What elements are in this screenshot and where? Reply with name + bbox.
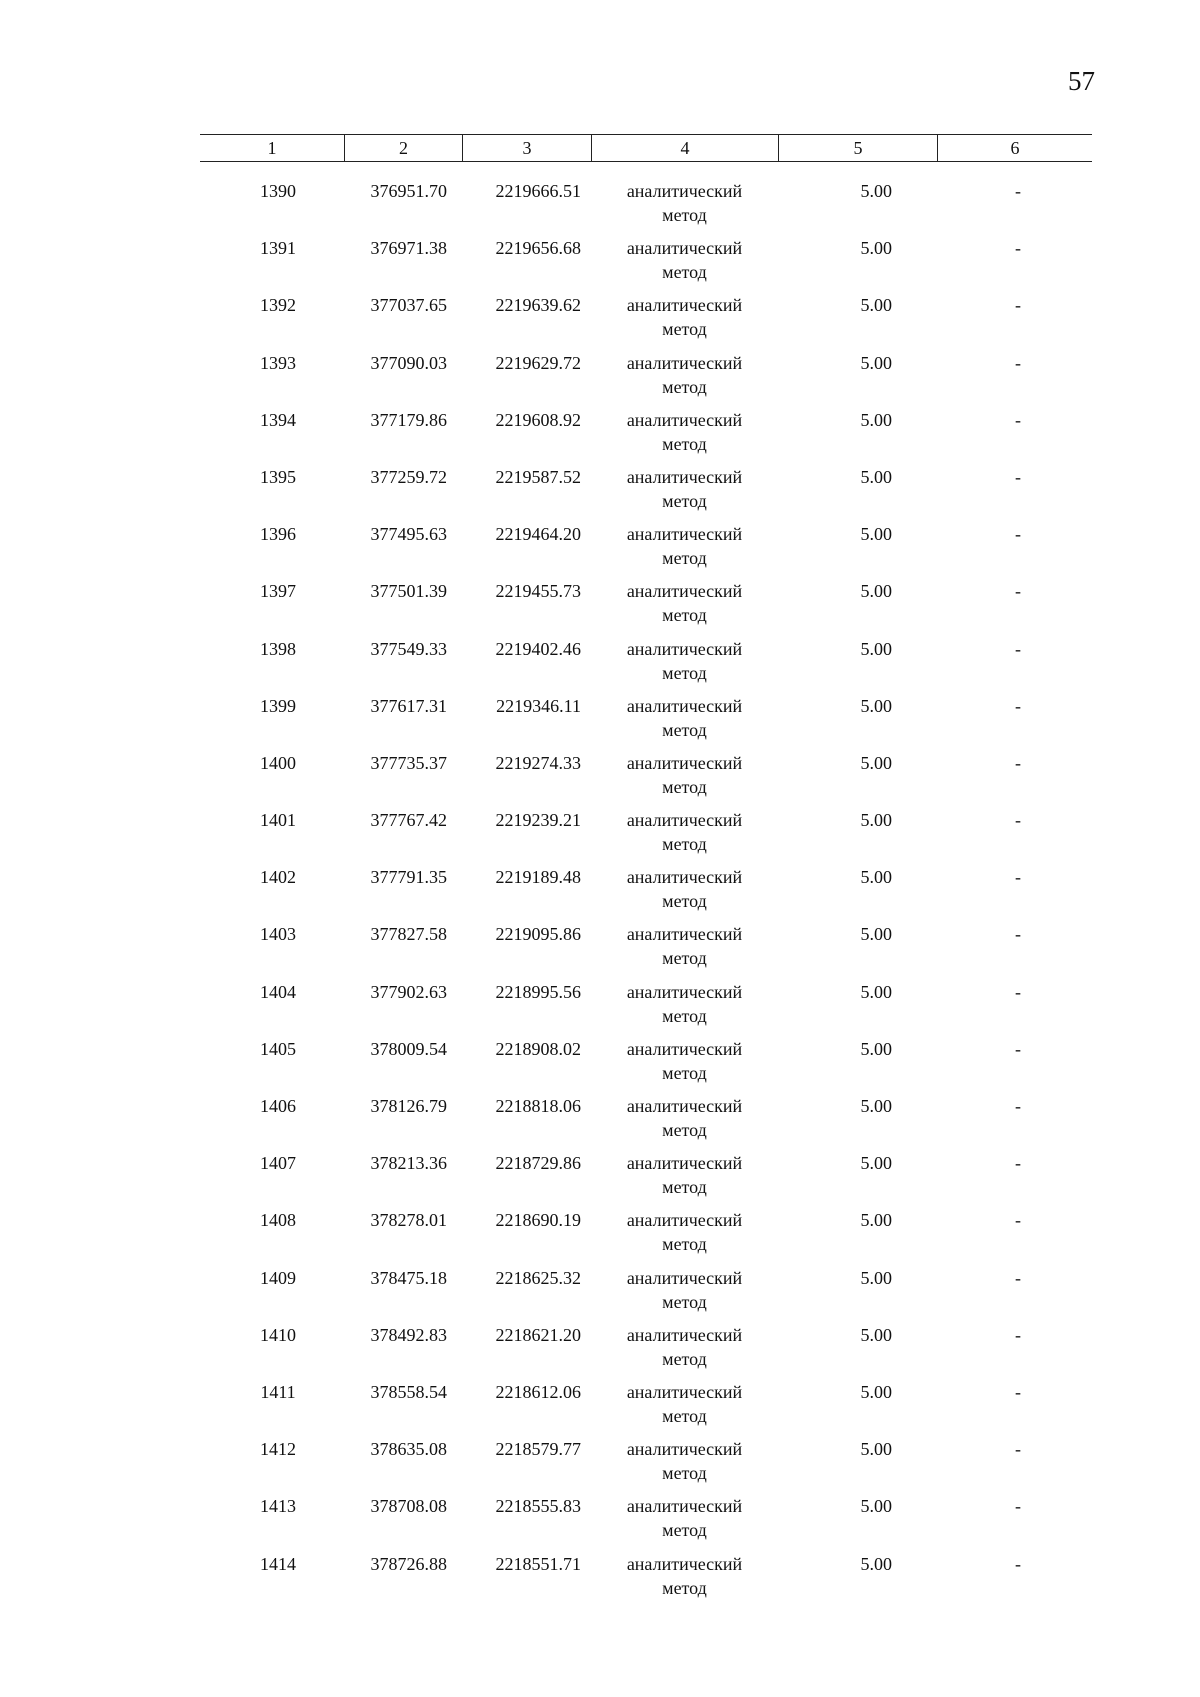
table-row	[200, 1208, 1092, 1265]
column-header-5: 5	[778, 135, 937, 161]
method-line-2: метод	[662, 1463, 707, 1484]
value-cell: 5.00	[860, 181, 892, 201]
table-row	[200, 865, 1092, 922]
note-cell: -	[1015, 810, 1021, 831]
method-line-1: аналитический	[626, 466, 743, 487]
y-coordinate-cell: 2218729.86	[495, 1153, 581, 1174]
table-row	[200, 637, 1092, 694]
value-cell: 5.00	[860, 1381, 892, 1402]
table-row	[200, 179, 1092, 236]
method-cell	[591, 579, 778, 636]
method-cell	[591, 179, 778, 236]
point-number-cell: 1395	[260, 466, 296, 487]
method-line-2: метод	[662, 891, 707, 912]
note-cell: -	[1015, 638, 1021, 659]
method-line-1: аналитический	[626, 695, 743, 716]
value-cell: 5.00	[860, 238, 892, 259]
y-coordinate-cell: 2218625.32	[495, 1267, 581, 1288]
x-coordinate-cell: 377037.65	[370, 295, 447, 316]
y-coordinate-cell: 2219239.21	[495, 810, 581, 831]
method-line-1: аналитический	[626, 181, 743, 201]
point-number-cell: 1414	[260, 1553, 296, 1574]
x-coordinate-cell: 378213.36	[370, 1153, 447, 1174]
table-row	[200, 293, 1092, 350]
column-header-6: 6	[937, 135, 1092, 161]
method-cell	[591, 637, 778, 694]
value-cell: 5.00	[860, 1153, 892, 1174]
value-cell: 5.00	[860, 695, 892, 716]
value-cell: 5.00	[860, 1553, 892, 1574]
table-row	[200, 351, 1092, 408]
method-line-1: аналитический	[626, 1153, 743, 1174]
table-row	[200, 522, 1092, 579]
x-coordinate-cell: 377259.72	[370, 466, 447, 487]
table-row	[200, 408, 1092, 465]
x-coordinate-cell: 377179.86	[370, 409, 447, 430]
note-cell: -	[1015, 1381, 1021, 1402]
value-cell: 5.00	[860, 752, 892, 773]
method-cell	[591, 1380, 778, 1437]
x-coordinate-cell: 377617.31	[370, 695, 447, 716]
method-line-1: аналитический	[626, 1496, 743, 1517]
method-line-1: аналитический	[626, 1324, 743, 1345]
y-coordinate-cell: 2218621.20	[495, 1324, 581, 1345]
y-coordinate-cell: 2219346.11	[496, 695, 581, 716]
method-line-1: аналитический	[626, 581, 743, 602]
method-line-1: аналитический	[626, 238, 743, 259]
y-coordinate-cell: 2219629.72	[495, 352, 581, 373]
method-cell	[591, 1151, 778, 1208]
x-coordinate-cell: 378492.83	[370, 1324, 447, 1345]
value-cell: 5.00	[860, 466, 892, 487]
value-cell: 5.00	[860, 1096, 892, 1116]
method-cell	[591, 465, 778, 522]
method-line-2: метод	[662, 548, 707, 569]
y-coordinate-cell: 2219464.20	[495, 524, 581, 545]
y-coordinate-cell: 2218818.06	[495, 1096, 581, 1116]
method-line-2: метод	[662, 1577, 707, 1598]
note-cell: -	[1015, 466, 1021, 487]
table-header-row	[200, 134, 1092, 162]
method-line-1: аналитический	[626, 752, 743, 773]
method-cell	[591, 808, 778, 865]
table-row	[200, 1437, 1092, 1494]
table-row	[200, 1380, 1092, 1437]
point-number-cell: 1402	[260, 867, 296, 888]
method-line-2: метод	[662, 1348, 707, 1369]
method-cell	[591, 980, 778, 1037]
method-line-2: метод	[662, 319, 707, 340]
point-number-cell: 1403	[260, 924, 296, 945]
method-line-1: аналитический	[626, 1439, 743, 1460]
y-coordinate-cell: 2219666.51	[495, 181, 581, 201]
method-line-1: аналитический	[626, 1267, 743, 1288]
column-header-3: 3	[462, 135, 591, 161]
note-cell: -	[1015, 1210, 1021, 1231]
value-cell: 5.00	[860, 524, 892, 545]
column-header-1: 1	[267, 138, 277, 158]
table-row	[200, 1552, 1092, 1609]
method-cell	[591, 1037, 778, 1094]
table-row	[200, 808, 1092, 865]
method-line-2: метод	[662, 719, 707, 740]
table-row	[200, 236, 1092, 293]
value-cell: 5.00	[860, 1210, 892, 1231]
note-cell: -	[1015, 524, 1021, 545]
note-cell: -	[1015, 352, 1021, 373]
method-line-2: метод	[662, 1177, 707, 1198]
point-number-cell: 1393	[260, 352, 296, 373]
point-number-cell: 1390	[260, 181, 296, 201]
method-line-1: аналитический	[626, 924, 743, 945]
table-row	[200, 1094, 1092, 1151]
x-coordinate-cell: 377090.03	[370, 352, 447, 373]
method-line-2: метод	[662, 776, 707, 797]
note-cell: -	[1015, 1038, 1021, 1059]
value-cell: 5.00	[860, 867, 892, 888]
column-header-2: 2	[344, 135, 462, 161]
value-cell: 5.00	[860, 352, 892, 373]
y-coordinate-cell: 2219402.46	[495, 638, 581, 659]
point-number-cell: 1406	[260, 1096, 296, 1116]
y-coordinate-cell: 2219095.86	[495, 924, 581, 945]
point-number-cell: 1404	[260, 981, 296, 1002]
table-row	[200, 751, 1092, 808]
method-cell	[591, 1208, 778, 1265]
note-cell: -	[1015, 695, 1021, 716]
note-cell: -	[1015, 1496, 1021, 1517]
method-cell	[591, 694, 778, 751]
note-cell: -	[1015, 1439, 1021, 1460]
table-row	[200, 1151, 1092, 1208]
y-coordinate-cell: 2218579.77	[495, 1439, 581, 1460]
note-cell: -	[1015, 1153, 1021, 1174]
method-line-2: метод	[662, 1291, 707, 1312]
x-coordinate-cell: 377501.39	[370, 581, 447, 602]
note-cell: -	[1015, 867, 1021, 888]
method-line-2: метод	[662, 1062, 707, 1083]
point-number-cell: 1394	[260, 409, 296, 430]
method-cell	[591, 236, 778, 293]
x-coordinate-cell: 377827.58	[370, 924, 447, 945]
method-line-2: метод	[662, 1120, 707, 1140]
method-line-1: аналитический	[626, 867, 743, 888]
method-cell	[591, 1266, 778, 1323]
method-line-1: аналитический	[626, 295, 743, 316]
x-coordinate-cell: 378635.08	[370, 1439, 447, 1460]
x-coordinate-cell: 378558.54	[370, 1381, 447, 1402]
x-coordinate-cell: 376951.70	[370, 181, 447, 201]
y-coordinate-cell: 2218612.06	[495, 1381, 581, 1402]
note-cell: -	[1015, 581, 1021, 602]
method-line-1: аналитический	[626, 524, 743, 545]
y-coordinate-cell: 2218555.83	[495, 1496, 581, 1517]
table-body	[200, 179, 1092, 1609]
y-coordinate-cell: 2218908.02	[495, 1038, 581, 1059]
method-line-2: метод	[662, 834, 707, 855]
method-line-1: аналитический	[626, 1096, 743, 1116]
table-row	[200, 922, 1092, 979]
note-cell: -	[1015, 1324, 1021, 1345]
value-cell: 5.00	[860, 1267, 892, 1288]
point-number-cell: 1391	[260, 238, 296, 259]
y-coordinate-cell: 2219587.52	[495, 466, 581, 487]
method-line-2: метод	[662, 948, 707, 969]
method-cell	[591, 351, 778, 408]
method-line-2: метод	[662, 262, 707, 283]
method-line-2: метод	[662, 662, 707, 683]
note-cell: -	[1015, 181, 1021, 201]
x-coordinate-cell: 377735.37	[370, 752, 447, 773]
table-row	[200, 579, 1092, 636]
y-coordinate-cell: 2218551.71	[495, 1553, 581, 1574]
value-cell: 5.00	[860, 1324, 892, 1345]
note-cell: -	[1015, 1553, 1021, 1574]
table-row	[200, 1494, 1092, 1551]
method-line-1: аналитический	[626, 1381, 743, 1402]
value-cell: 5.00	[860, 1038, 892, 1059]
point-number-cell: 1405	[260, 1038, 296, 1059]
point-number-cell: 1413	[260, 1496, 296, 1517]
note-cell: -	[1015, 295, 1021, 316]
method-cell	[591, 1323, 778, 1380]
method-cell	[591, 1494, 778, 1551]
table-row	[200, 465, 1092, 522]
x-coordinate-cell: 378475.18	[370, 1267, 447, 1288]
note-cell: -	[1015, 981, 1021, 1002]
method-line-1: аналитический	[626, 810, 743, 831]
point-number-cell: 1399	[260, 695, 296, 716]
method-line-1: аналитический	[626, 1038, 743, 1059]
y-coordinate-cell: 2219608.92	[495, 409, 581, 430]
point-number-cell: 1396	[260, 524, 296, 545]
x-coordinate-cell: 378126.79	[370, 1096, 447, 1116]
point-number-cell: 1410	[260, 1324, 296, 1345]
method-line-2: метод	[662, 1405, 707, 1426]
method-cell	[591, 522, 778, 579]
x-coordinate-cell: 376971.38	[370, 238, 447, 259]
table-row	[200, 1037, 1092, 1094]
point-number-cell: 1407	[260, 1153, 296, 1174]
note-cell: -	[1015, 1267, 1021, 1288]
note-cell: -	[1015, 752, 1021, 773]
point-number-cell: 1409	[260, 1267, 296, 1288]
method-cell	[591, 865, 778, 922]
point-number-cell: 1412	[260, 1439, 296, 1460]
method-line-2: метод	[662, 433, 707, 454]
method-cell	[591, 408, 778, 465]
method-line-1: аналитический	[626, 352, 743, 373]
value-cell: 5.00	[860, 1496, 892, 1517]
value-cell: 5.00	[860, 924, 892, 945]
y-coordinate-cell: 2219656.68	[495, 238, 581, 259]
note-cell: -	[1015, 409, 1021, 430]
method-line-1: аналитический	[626, 638, 743, 659]
x-coordinate-cell: 378726.88	[370, 1553, 447, 1574]
coordinates-table	[200, 134, 1092, 1609]
method-cell	[591, 293, 778, 350]
method-cell	[591, 1437, 778, 1494]
point-number-cell: 1401	[260, 810, 296, 831]
x-coordinate-cell: 377495.63	[370, 524, 447, 545]
method-line-2: метод	[662, 1234, 707, 1255]
method-line-1: аналитический	[626, 1210, 743, 1231]
value-cell: 5.00	[860, 409, 892, 430]
x-coordinate-cell: 377791.35	[370, 867, 447, 888]
method-line-2: метод	[662, 376, 707, 397]
y-coordinate-cell: 2219274.33	[495, 752, 581, 773]
page-number: 57	[1068, 66, 1095, 96]
value-cell: 5.00	[860, 981, 892, 1002]
method-line-2: метод	[662, 1520, 707, 1541]
x-coordinate-cell: 378009.54	[370, 1038, 447, 1059]
method-line-1: аналитический	[626, 409, 743, 430]
y-coordinate-cell: 2218995.56	[495, 981, 581, 1002]
method-line-2: метод	[662, 205, 707, 225]
method-cell	[591, 1552, 778, 1609]
method-line-2: метод	[662, 490, 707, 511]
note-cell: -	[1015, 1096, 1021, 1116]
method-cell	[591, 751, 778, 808]
value-cell: 5.00	[860, 1439, 892, 1460]
value-cell: 5.00	[860, 581, 892, 602]
method-line-1: аналитический	[626, 981, 743, 1002]
x-coordinate-cell: 377549.33	[370, 638, 447, 659]
table-row	[200, 694, 1092, 751]
point-number-cell: 1408	[260, 1210, 296, 1231]
table-row	[200, 1266, 1092, 1323]
point-number-cell: 1411	[260, 1381, 296, 1402]
note-cell: -	[1015, 924, 1021, 945]
value-cell: 5.00	[860, 810, 892, 831]
x-coordinate-cell: 377767.42	[370, 810, 447, 831]
table-row	[200, 1323, 1092, 1380]
method-line-2: метод	[662, 605, 707, 626]
value-cell: 5.00	[860, 295, 892, 316]
point-number-cell: 1398	[260, 638, 296, 659]
y-coordinate-cell: 2219455.73	[495, 581, 581, 602]
method-cell	[591, 1094, 778, 1151]
point-number-cell: 1400	[260, 752, 296, 773]
table-row	[200, 980, 1092, 1037]
y-coordinate-cell: 2219639.62	[495, 295, 581, 316]
column-header-4: 4	[591, 135, 778, 161]
note-cell: -	[1015, 238, 1021, 259]
value-cell: 5.00	[860, 638, 892, 659]
y-coordinate-cell: 2218690.19	[495, 1210, 581, 1231]
point-number-cell: 1392	[260, 295, 296, 316]
x-coordinate-cell: 377902.63	[370, 981, 447, 1002]
method-cell	[591, 922, 778, 979]
point-number-cell: 1397	[260, 581, 296, 602]
x-coordinate-cell: 378278.01	[370, 1210, 447, 1231]
y-coordinate-cell: 2219189.48	[495, 867, 581, 888]
method-line-1: аналитический	[626, 1553, 743, 1574]
method-line-2: метод	[662, 1005, 707, 1026]
x-coordinate-cell: 378708.08	[370, 1496, 447, 1517]
